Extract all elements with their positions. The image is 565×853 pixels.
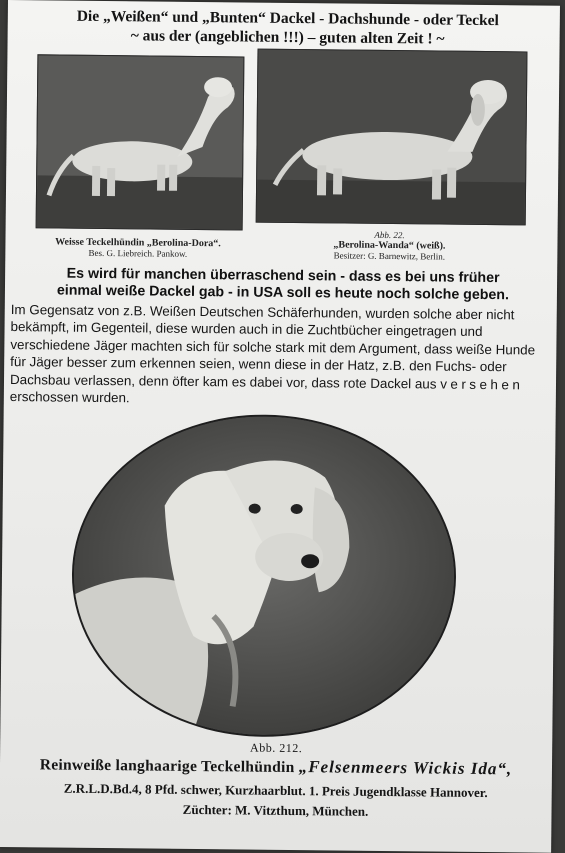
bottom-caption-line-1: [14, 754, 538, 779]
title-line-2: ~ aus der (angeblichen !!!) – guten alten Zeit ! ~: [130, 27, 445, 48]
left-photo-caption: [35, 236, 240, 259]
left-caption-owner: Bes. G. Liebreich. Pankow.: [88, 247, 188, 259]
page-title: [28, 6, 548, 49]
bottom-figure-number: Abb. 212.: [250, 740, 303, 756]
right-caption-title: „Berolina-Wanda“ (weiß).: [333, 239, 446, 252]
bottom-caption-line-2: Z.R.L.D.Bd.4, 8 Pfd. schwer, Kurzhaarblut. 1. Preis Jugendklasse Hannover.: [63, 780, 488, 801]
photo-longhaired-dachshund-portrait: [70, 413, 457, 739]
intro-paragraph: [13, 265, 553, 305]
right-caption-owner: Besitzer: G. Barnewitz, Berlin.: [333, 250, 446, 262]
right-photo-caption: [255, 229, 523, 263]
dachshund-portrait-graphic: [72, 415, 455, 737]
bottom-caption-line-3: Züchter: M. Vitzthum, München.: [182, 801, 369, 819]
body-text-spaced-word: versehen: [440, 376, 524, 393]
left-caption-title: Weisse Teckelhündin „Berolina-Dora“.: [55, 236, 221, 250]
body-text-part-1: Im Gegensatz von z.B. Weißen Deutschen Schäferhunden, wurden solche aber nicht bekämpft, im Gegenteil, diese wurden auch in die Zuchtbücher eingetragen und verschiedene Jäger machten sich für solche stark mit dem Argument, dass weiße Hunde für Jäger besser zum erkennen seien, wenn diese in der Hatz, z.B. den Fuchs- oder Dachsbau verlassen, denn öfter kam es dabei vor, dass rote Dackel aus: [9, 302, 536, 392]
dachshund-photo-graphic: [37, 55, 244, 229]
right-caption-figure-number: Abb. 22.: [374, 229, 405, 241]
photo-white-dachshund-right: [256, 49, 528, 226]
bottom-caption-description: Reinweiße langhaarige Teckelhündin: [39, 756, 295, 777]
body-paragraph: [10, 301, 555, 411]
title-line-1: Die „Weißen“ und „Bunten“ Dackel - Dachshunde - oder Teckel: [76, 7, 499, 30]
body-text-part-2: erschossen wurden.: [9, 389, 130, 406]
bottom-caption-dog-name: „Felsenmeers Wickis Ida“,: [298, 757, 513, 779]
intro-line-1: Es wird für manchen überraschend sein - dass es bei uns früher: [66, 265, 500, 287]
photo-white-dachshund-left: [36, 54, 245, 230]
intro-line-2: einmal weiße Dackel gab - in USA soll es heute noch solche geben.: [56, 282, 510, 304]
dachshund-photo-graphic: [257, 50, 527, 225]
